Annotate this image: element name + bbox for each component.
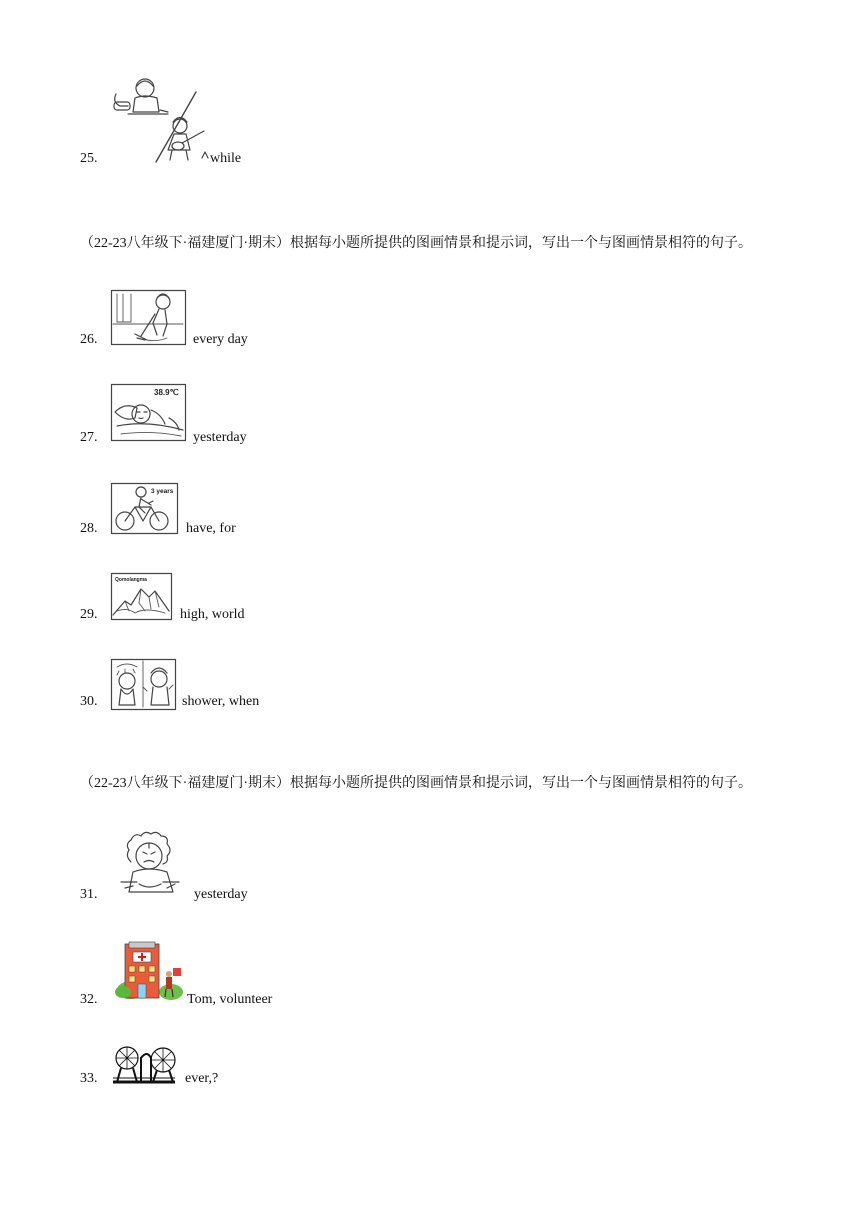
- mountain-label: Qomolangma: [115, 577, 147, 583]
- amusement-park-illustration: [111, 1044, 179, 1088]
- hospital-illustration: [111, 940, 187, 1002]
- section-instruction: （22-23八年级下·福建厦门·期末）根据每小题所提供的图画情景和提示词，写出一个与图画情景相符的句子。: [80, 776, 752, 791]
- question-number: 33.: [80, 1071, 98, 1086]
- mountain-illustration: [111, 573, 173, 621]
- question-number: 25.: [80, 151, 98, 166]
- section-instruction: （22-23八年级下·福建厦门·期末）根据每小题所提供的图画情景和提示词，写出一个与图画情景相符的句子。: [80, 236, 752, 251]
- question-number: 31.: [80, 887, 98, 902]
- shower-illustration: [111, 659, 177, 711]
- sick-in-bed-illustration: [111, 384, 187, 442]
- hint-words: yesterday: [194, 887, 248, 902]
- question-number: 27.: [80, 430, 98, 445]
- question-number: 28.: [80, 521, 98, 536]
- hint-words: have, for: [186, 521, 236, 536]
- hint-words: shower, when: [182, 694, 260, 709]
- hint-words: yesterday: [193, 430, 247, 445]
- hint-words: high, world: [180, 607, 245, 622]
- question-number: 30.: [80, 694, 98, 709]
- years-label: 3 years: [151, 488, 174, 495]
- hint-words: ever,?: [185, 1071, 219, 1086]
- question-number: 26.: [80, 332, 98, 347]
- question-number: 32.: [80, 992, 98, 1007]
- sweeping-floor-illustration: [111, 290, 187, 346]
- temperature-label: 38.9℃: [154, 388, 179, 397]
- hint-words: Tom, volunteer: [187, 992, 273, 1007]
- riding-bike-illustration: [111, 483, 179, 535]
- question-number: 29.: [80, 607, 98, 622]
- hint-words: every day: [193, 332, 248, 347]
- phone-guitar-illustration: [110, 76, 210, 166]
- stomachache-illustration: [111, 830, 189, 900]
- hint-words: while: [210, 151, 242, 166]
